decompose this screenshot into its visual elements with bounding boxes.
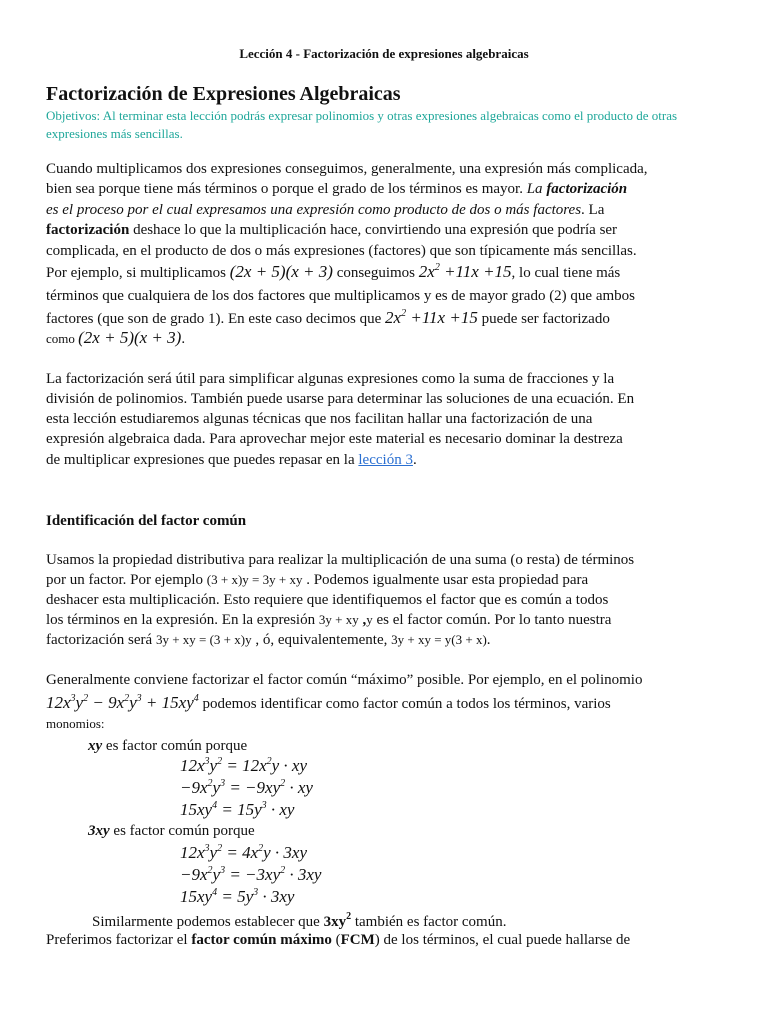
p1-line-6: [46, 262, 620, 282]
objectives-text: Objetivos: Al terminar esta lección podrás expresar polinomios y otras expresiones algebraicas como el producto de otras expresiones más sencillas.: [46, 108, 678, 141]
p3-line-2-end: . Podemos igualmente usar esta propiedad para: [302, 572, 589, 588]
math-polynomial: [419, 262, 512, 281]
p5-bold-exponent: 2: [346, 911, 352, 922]
p4-line-3: monomios:: [46, 716, 105, 731]
p4-line-2-text: podemos identificar como factor común a todos los términos, varios: [198, 696, 611, 712]
p2-line-5-end: .: [412, 452, 417, 468]
p5-line-2-end: ) de los términos, el cual puede hallarse de: [374, 932, 631, 948]
xy-label: xy: [88, 738, 103, 754]
p1-line-2-text: bien sea porque tiene más términos o porque el grado de los términos es mayor.: [46, 181, 527, 197]
page-header: Lección 4 - Factorización de expresiones algebraicas: [239, 46, 529, 61]
p1-line-6-end: , lo cual tiene más: [511, 265, 621, 281]
math-inline: 3y + xy = y(3 + x): [391, 632, 487, 647]
math-exponent: 2: [401, 308, 407, 319]
xy-factor-label: [88, 738, 247, 755]
p5-line-1-text: Similarmente podemos establecer que: [92, 914, 324, 930]
p1-line-2: [46, 181, 627, 198]
p5-bold-term: 3xy: [323, 914, 347, 930]
p1-line-2-term: factorización: [546, 181, 628, 197]
math-inline: 3y + xy: [318, 612, 359, 627]
math-term: 2x: [385, 308, 402, 327]
math-exponent: 2: [434, 262, 440, 273]
p1-line-4: [46, 222, 617, 239]
p1-line-9-text: como: [46, 331, 79, 346]
section-heading: Identificación del factor común: [46, 513, 247, 529]
math-inline: 3y + xy = (3 + x)y: [155, 632, 252, 647]
p2-line-2: división de polinomios. También puede usarse para determinar las soluciones de una ecuación. En: [46, 391, 635, 407]
math-term: +11x +15: [439, 262, 512, 281]
page-title: Factorización de Expresiones Algebraicas: [46, 83, 401, 105]
p1-line-4-text: deshace lo que la multiplicación hace, convirtiendo una expresión que podría ser: [129, 222, 618, 238]
xy-eq-3: $15xy^4 = 15y^3$ · xy: [180, 800, 295, 819]
p3-line-5-end: .: [486, 632, 491, 648]
xy-eq-1: $12x^3y^2 = 12x^2y$ · xy: [180, 756, 308, 775]
p3-line-4-text: los términos en la expresión. En la expresión: [46, 612, 319, 628]
p1-definition: es el proceso por el cual expresamos una expresión como producto de dos o más factores: [46, 202, 582, 218]
3xy-eq-1: $12x^3y^2 = 4x^2y \cdot 3xy$: [180, 843, 308, 862]
math-product: (2x + 5)(x + 3): [78, 328, 182, 347]
xy-label-text: es factor común porque: [102, 738, 248, 754]
math-polynomial: [385, 308, 478, 327]
math-inline: (3 + x)y = 3y + xy: [206, 572, 303, 587]
math-term: +11x +15: [406, 308, 478, 327]
p3-line-1: Usamos la propiedad distributiva para realizar la multiplicación de una suma (o resta) de términos: [46, 552, 635, 568]
p1-line-8-end: puede ser factorizado: [477, 311, 610, 327]
p1-line-2-italic: La: [526, 181, 547, 197]
p1-line-5: complicada, en el producto de dos o más expresiones (factores) que son típicamente más sencillas.: [46, 243, 637, 259]
p5-line-2-text: Preferimos factorizar el: [46, 932, 192, 948]
p2-line-1: La factorización será útil para simplificar algunas expresiones como la suma de fracciones y la: [46, 371, 615, 387]
p2-line-4: expresión algebraica dada. Para aprovechar mejor este material es necesario dominar la destreza: [46, 431, 623, 447]
p3-line-4-end: es el factor común. Por lo tanto nuestra: [372, 612, 612, 628]
p2-line-3: esta lección estudiaremos algunas técnicas que nos facilitan hallar una factorización de una: [46, 411, 593, 427]
p5-fcm-term: factor común máximo: [191, 932, 332, 948]
p2-line-5: [46, 452, 417, 469]
p5-fcm-abbr: FCM: [340, 932, 375, 948]
p1-line-6-mid: conseguimos: [332, 265, 419, 281]
p4-line-2: [46, 693, 611, 713]
p5-line-1-end: también es factor común.: [351, 914, 507, 930]
3xy-label: 3xy: [88, 823, 110, 839]
p1-line-1: Cuando multiplicamos dos expresiones conseguimos, generalmente, una expresión más complicada,: [46, 161, 648, 177]
p1-line-3: [46, 202, 604, 219]
p3-line-2: [46, 572, 588, 589]
xy-eq-2: $-9x^2y^3 = -9xy^2$ · xy: [180, 778, 313, 797]
p1-line-8-text: factores (que son de grado 1). En este caso decimos que: [46, 311, 386, 327]
p3-line-5: [46, 632, 491, 649]
p3-line-4-comma: ,: [358, 612, 367, 628]
p1-line-7: términos que cualquiera de los dos factores que multiplicamos y es de mayor grado (2) que ambos: [46, 288, 635, 304]
p2-line-5-text: de multiplicar expresiones que puedes repasar en la: [46, 452, 359, 468]
p4-line-1: Generalmente conviene factorizar el factor común “máximo” posible. Por ejemplo, en el polinomio: [46, 672, 643, 688]
math-inline: y: [366, 612, 373, 627]
math-product: (2x + 5)(x + 3): [229, 262, 333, 281]
math-polynomial-12x3y2: $12x^3y^2 - 9x^2y^3 + 15xy^4$: [46, 693, 199, 712]
3xy-eq-3: $15xy^4 = 5y^3 \cdot 3xy$: [180, 887, 295, 906]
p1-line-9-end: .: [181, 331, 186, 347]
leccion-3-link[interactable]: lección 3: [358, 452, 413, 468]
p3-line-5-text: factorización será: [46, 632, 156, 648]
3xy-factor-label: [88, 823, 255, 840]
p3-line-5-mid: , ó, equivalentemente,: [251, 632, 392, 648]
p1-line-9: [46, 328, 185, 348]
p1-line-6-text: Por ejemplo, si multiplicamos: [46, 265, 230, 281]
p3-line-2-text: por un factor. Por ejemplo: [46, 572, 207, 588]
p5-line-1: [92, 911, 506, 931]
p5-line-2-paren: (: [331, 932, 341, 948]
math-term: 2x: [418, 262, 435, 281]
p1-line-3-end: . La: [581, 202, 605, 218]
3xy-label-text: es factor común porque: [109, 823, 255, 839]
p1-line-4-term: factorización: [46, 222, 130, 238]
p5-line-2: [46, 932, 630, 949]
p3-line-4: [46, 612, 611, 629]
p3-line-3: deshacer esta multiplicación. Esto requiere que identifiquemos el factor que es común a todos: [46, 592, 609, 608]
3xy-eq-2: $-9x^2y^3 = -3xy^2 \cdot 3xy$: [180, 865, 322, 884]
p1-line-8: [46, 308, 610, 328]
